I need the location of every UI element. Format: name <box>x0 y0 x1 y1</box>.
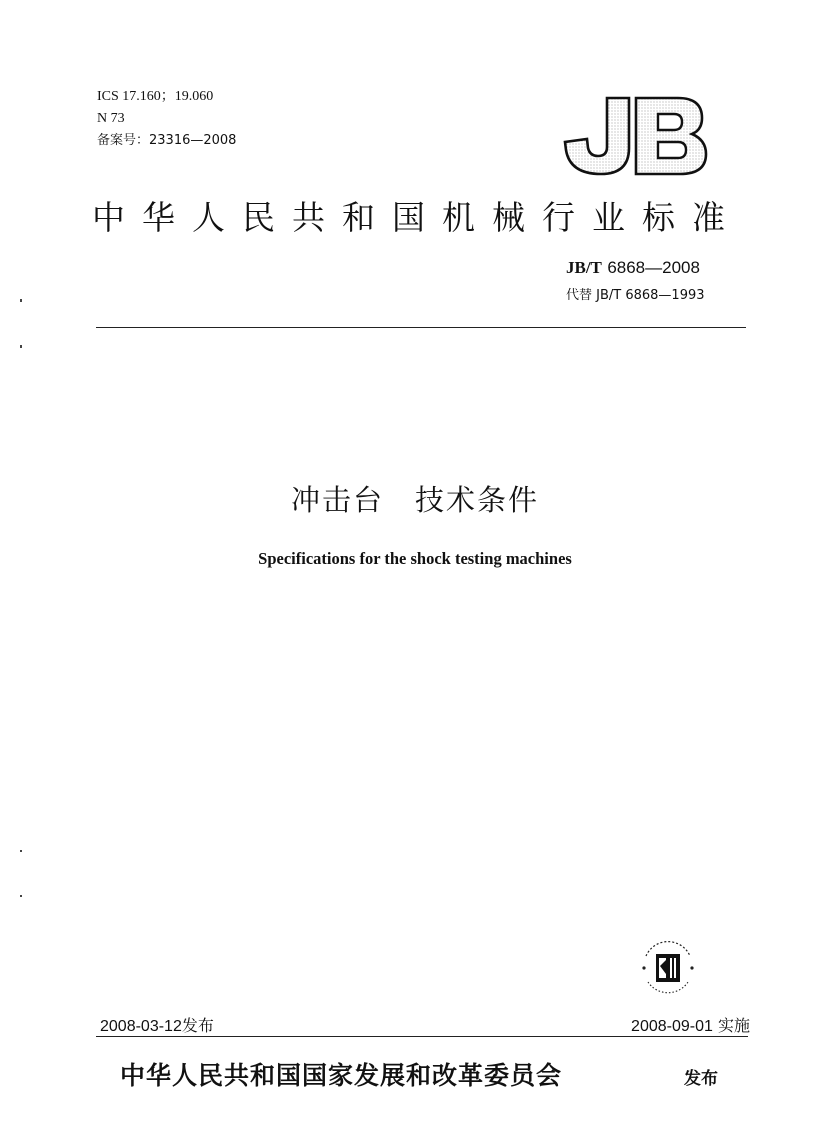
standard-number <box>566 258 700 278</box>
implementation-date <box>631 1013 750 1036</box>
scan-speck <box>20 850 22 852</box>
classification-code: N 73 <box>97 111 125 126</box>
scan-speck <box>20 299 22 302</box>
implementation-date-value: 2008-09-01 <box>631 1018 713 1035</box>
publish-label: 发布 <box>684 1069 718 1089</box>
record-number: 备案号：23316—2008 <box>97 133 237 148</box>
scan-speck <box>20 895 22 897</box>
title-chinese: 冲击台 技术条件 <box>290 483 539 517</box>
standard-number-value: 6868—2008 <box>607 258 700 277</box>
issue-date-label: 发布 <box>181 1016 214 1035</box>
title-english: Specifications for the shock testing machines <box>258 549 572 568</box>
replaces-note: 代替 JB/T 6868—1993 <box>566 288 705 303</box>
ics-code: ICS 17.160；19.060 <box>97 89 214 104</box>
logo-text: JB <box>760 292 761 293</box>
scan-speck <box>20 345 22 348</box>
publisher-name: 中华人民共和国国家发展和改革委员会 <box>120 1061 563 1090</box>
standard-category-name: 中华人民共和国机械行业标准 <box>92 198 742 237</box>
header-divider <box>96 327 746 328</box>
publisher-seal-icon <box>636 936 700 998</box>
footer-divider <box>96 1036 748 1037</box>
standard-number-prefix: JB/T <box>566 258 602 277</box>
implementation-date-label: 实施 <box>717 1016 750 1035</box>
issue-date-value: 2008-03-12 <box>100 1018 182 1035</box>
issue-date <box>100 1013 214 1036</box>
